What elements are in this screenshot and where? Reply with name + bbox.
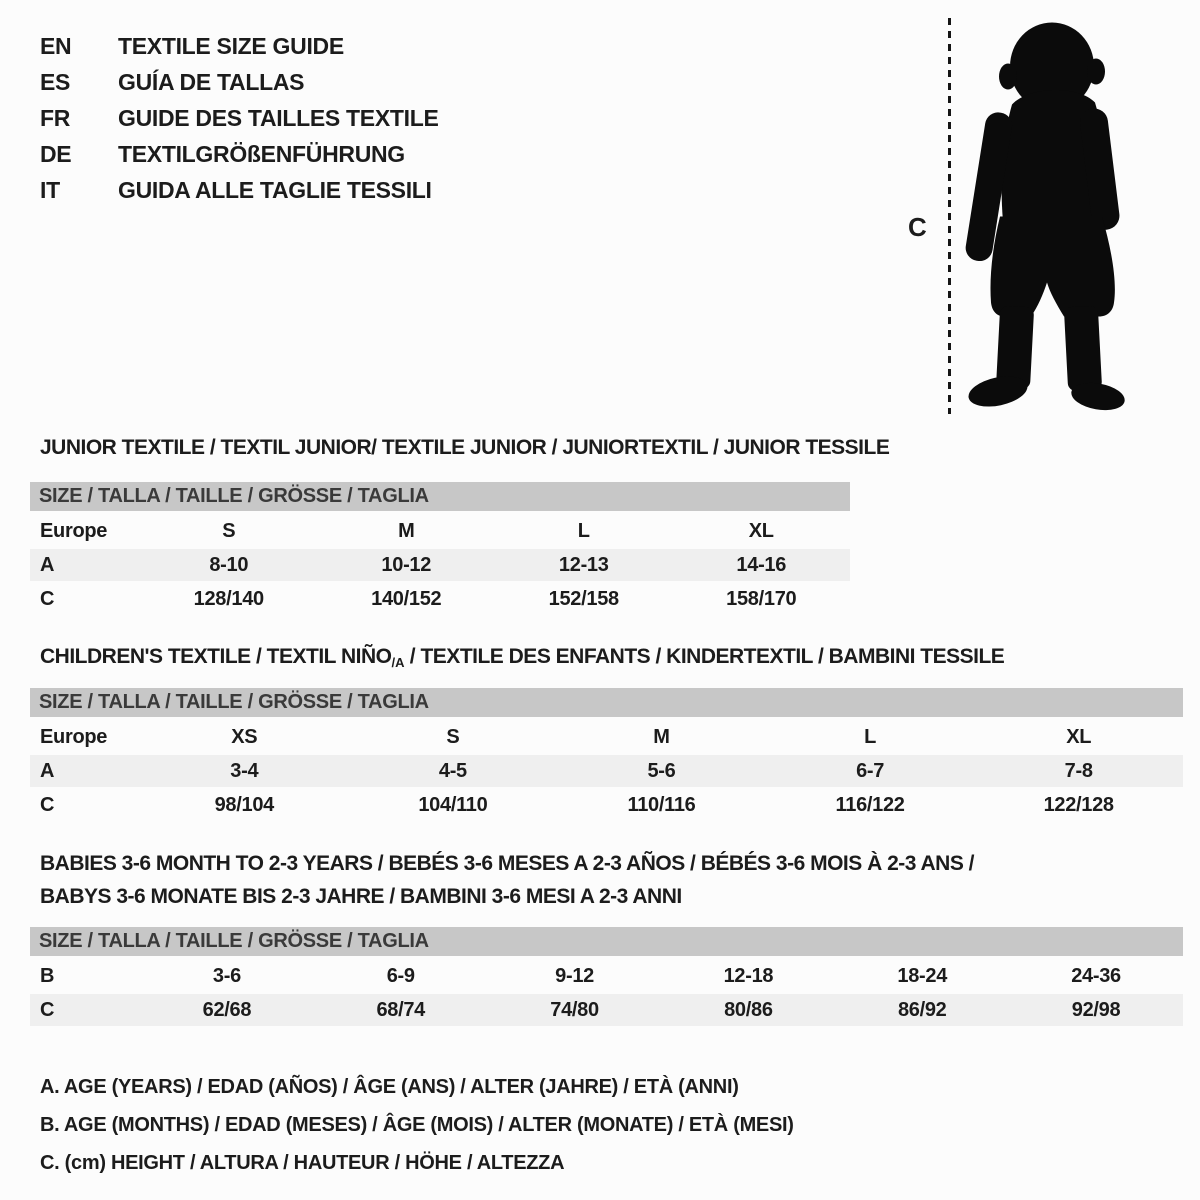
height-cell: 86/92 xyxy=(897,999,947,1021)
language-row-en xyxy=(40,28,439,64)
height-cell: 152/158 xyxy=(548,588,619,610)
row-label: C xyxy=(40,588,55,610)
children-title-suffix: / TEXTILE DES ENFANTS / KINDERTEXTIL / BAMBINI TESSILE xyxy=(404,645,1005,668)
language-label: GUÍA DE TALLAS xyxy=(118,69,305,95)
size-cell: XL xyxy=(748,520,774,542)
language-code: FR xyxy=(40,105,71,131)
babies-section-title-line2: BABYS 3-6 MONATE BIS 2-3 JAHRE / BAMBINI 3-6 MESI A 2-3 ANNI xyxy=(40,885,682,908)
table-row-age xyxy=(30,549,850,581)
size-cell: XL xyxy=(1066,726,1092,748)
table-row-europe xyxy=(30,721,1183,753)
height-cell: 116/122 xyxy=(835,794,905,816)
legend-line-a: A. AGE (YEARS) / EDAD (AÑOS) / ÂGE (ANS) / ALTER (JAHRE) / ETÀ (ANNI) xyxy=(40,1076,739,1098)
children-section-title xyxy=(40,645,1004,669)
children-title-subscript: /A xyxy=(391,655,405,670)
height-cell: 110/116 xyxy=(627,794,696,816)
age-cell: 10-12 xyxy=(381,554,432,576)
height-cell: 74/80 xyxy=(550,999,599,1021)
size-cell: S xyxy=(446,726,460,748)
size-cell: XS xyxy=(231,726,258,748)
height-cell: 92/98 xyxy=(1071,999,1121,1021)
height-cell: 68/74 xyxy=(376,999,426,1021)
height-cell: 140/152 xyxy=(371,588,442,610)
language-label: GUIDA ALLE TAGLIE TESSILI xyxy=(118,177,432,203)
children-title-prefix: CHILDREN'S TEXTILE / TEXTIL NIÑO xyxy=(40,645,392,668)
height-measure-dashed-line xyxy=(948,18,951,414)
size-header-bar: SIZE / TALLA / TAILLE / GRÖSSE / TAGLIA xyxy=(30,482,850,511)
height-cell: 98/104 xyxy=(214,794,274,816)
size-cell: M xyxy=(653,726,670,748)
table-row-height xyxy=(30,789,1183,821)
size-cell: L xyxy=(577,520,590,542)
row-label: Europe xyxy=(40,726,108,748)
size-cell: S xyxy=(222,520,236,542)
age-cell: 12-13 xyxy=(558,554,609,576)
size-header-bar: SIZE / TALLA / TAILLE / GRÖSSE / TAGLIA xyxy=(30,927,1183,956)
row-label: B xyxy=(40,965,55,987)
row-label: Europe xyxy=(40,520,108,542)
age-cell: 3-4 xyxy=(230,760,259,782)
size-cell: L xyxy=(864,726,877,748)
table-row-age xyxy=(30,755,1183,787)
legend-line-c: C. (cm) HEIGHT / ALTURA / HAUTEUR / HÖHE / ALTEZZA xyxy=(40,1152,565,1174)
size-header-bar: SIZE / TALLA / TAILLE / GRÖSSE / TAGLIA xyxy=(30,688,1183,717)
language-label: TEXTILGRÖßENFÜHRUNG xyxy=(118,141,405,167)
legend-line-b: B. AGE (MONTHS) / EDAD (MESES) / ÂGE (MOIS) / ALTER (MONATE) / ETÀ (MESI) xyxy=(40,1114,794,1136)
legend xyxy=(40,1068,794,1182)
language-row-it xyxy=(40,172,439,208)
table-row-europe xyxy=(30,515,850,547)
size-cell: M xyxy=(398,520,415,542)
age-cell: 5-6 xyxy=(647,760,676,782)
months-cell: 9-12 xyxy=(555,965,594,987)
language-label: TEXTILE SIZE GUIDE xyxy=(118,33,344,59)
age-cell: 7-8 xyxy=(1064,760,1093,782)
toddler-silhouette-icon xyxy=(952,12,1142,417)
months-cell: 6-9 xyxy=(386,965,415,987)
age-cell: 4-5 xyxy=(438,760,467,782)
language-row-de xyxy=(40,136,439,172)
language-code: ES xyxy=(40,69,71,95)
language-code: EN xyxy=(40,33,72,59)
language-list xyxy=(40,28,439,208)
language-label: GUIDE DES TAILLES TEXTILE xyxy=(118,105,439,131)
row-label: C xyxy=(40,794,55,816)
height-cell: 158/170 xyxy=(726,588,797,610)
junior-size-table xyxy=(30,482,850,617)
height-cell: 128/140 xyxy=(193,588,264,610)
table-row-height xyxy=(30,583,850,615)
babies-section-title-line1: BABIES 3-6 MONTH TO 2-3 YEARS / BEBÉS 3-6 MESES A 2-3 AÑOS / BÉBÉS 3-6 MOIS À 2-3 ANS / xyxy=(40,852,975,875)
children-size-table xyxy=(30,688,1183,823)
height-cell: 122/128 xyxy=(1043,794,1114,816)
months-cell: 3-6 xyxy=(212,965,241,987)
measure-label-c: C xyxy=(908,212,927,242)
language-code: IT xyxy=(40,177,60,203)
months-cell: 12-18 xyxy=(723,965,774,987)
months-cell: 24-36 xyxy=(1071,965,1121,987)
row-label: A xyxy=(40,760,55,782)
row-label: C xyxy=(40,999,55,1021)
babies-size-table xyxy=(30,927,1183,1028)
row-label: A xyxy=(40,554,55,576)
language-code: DE xyxy=(40,141,72,167)
table-row-months xyxy=(30,960,1183,992)
age-cell: 8-10 xyxy=(209,554,249,576)
height-cell: 80/86 xyxy=(724,999,773,1021)
age-cell: 6-7 xyxy=(856,760,885,782)
age-cell: 14-16 xyxy=(736,554,787,576)
months-cell: 18-24 xyxy=(897,965,948,987)
language-row-es xyxy=(40,64,439,100)
junior-section-title: JUNIOR TEXTILE / TEXTIL JUNIOR/ TEXTILE JUNIOR / JUNIORTEXTIL / JUNIOR TESSILE xyxy=(40,436,890,459)
height-cell: 62/68 xyxy=(202,999,252,1021)
table-row-height xyxy=(30,994,1183,1026)
language-row-fr xyxy=(40,100,439,136)
height-cell: 104/110 xyxy=(418,794,488,816)
